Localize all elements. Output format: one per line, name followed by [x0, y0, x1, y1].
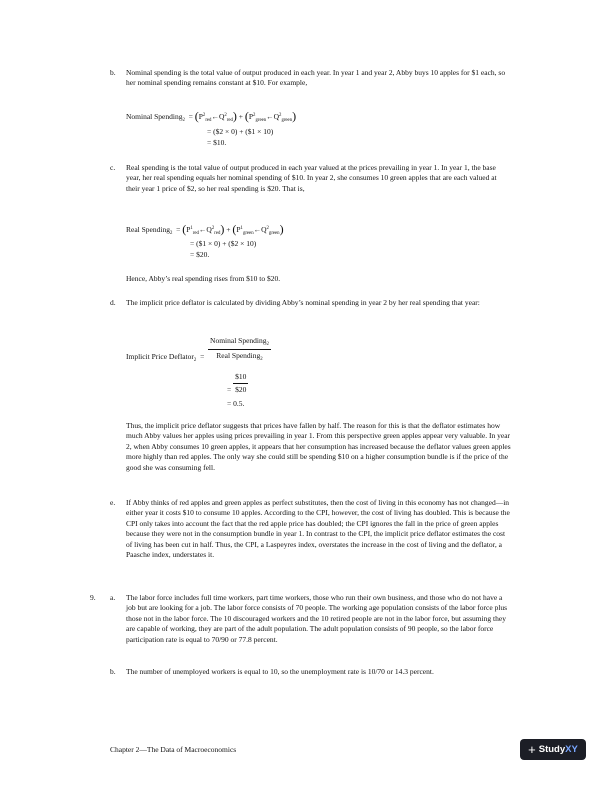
nominal-spending-equation: Nominal Spending$_2$ = $(P^2_{red}\leftarrow Q^2_{red})$ + $(P^2_{green}\leftarrow Q^2_{green})$ — [126, 109, 297, 123]
deflator-fraction: $\frac{Nominal Spending_2}{Real Spending_2}$ — [210, 336, 269, 363]
deflator-equation: Implicit Price Deflator$_2$ = $\frac{Nominal Spending_2}{Real Spending_2}$ — [126, 336, 269, 363]
item-c-label: c. — [110, 163, 116, 172]
deflator-line2: = $\frac{\$10}{\$20}$ — [227, 372, 247, 395]
item-d-explanation: Thus, the implicit price deflator suggests that prices have fallen by half. The reason for this is that the deflator estimates how much Abby values her apples using prices prevailing in year 1. From this perspective green apples appear very valuable. In year 2, when Abby consumes 10 green apples, it appears that her consumption has increased because the deflator values green apples more highly than red apples. The only way she could still be spending $10 on a higher consumption bundle is if the price of the good she was consuming fell. — [126, 421, 511, 472]
question-9a-text: The labor force includes full time workers, part time workers, those who run their own business, and those who do not have a job but are looking for a job. The labor force consists of 70 people. The working age population consists of the labor force plus those not in the labor force. The 10 discouraged workers and the 10 retired people are not in the labor force, but assuming they are capable of working, they are part of the adult population. The adult population consists of 90 people, so the labor force participation rate is equal to 70/90 or 77.8 percent. — [126, 593, 508, 644]
deflator-fraction-values: $\frac{\$10}{\$20}$ — [235, 372, 247, 395]
question-9b-label: b. — [110, 667, 116, 676]
studyxy-logo[interactable]: + StudyXY — [520, 739, 586, 760]
item-e-text: If Abby thinks of red apples and green apples as perfect substitutes, then the cost of living in this economy has not changed—in either year it costs $10 to consume 10 apples. According to the CPI, however, the cost of living has doubled. This is because the CPI only takes into account the fact that the red apple price has doubled; the CPI ignores the fall in the price of green apples because they were not in the consumption bundle in year 1. In contrast to the CPI, the implicit price deflator estimates the cost of living has been cut in half. Thus, the CPI, a Laspeyres index, overstates the increase in the cost of living and the deflator, a Paasche index, understates it. — [126, 498, 510, 560]
item-b-text: Nominal spending is the total value of output produced in each year. In year 1 and year 2, Abby buys 10 apples for $1 each, so her nominal spending remains constant at $10. For example, — [126, 68, 506, 88]
real-spending-line2: = ($1 × 0) + ($2 × 10) — [190, 239, 257, 248]
deflator-line3: = 0.5. — [227, 399, 245, 408]
item-d-text: The implicit price deflator is calculated by dividing Abby’s nominal spending in year 2 by her real spending that year: — [126, 298, 480, 307]
real-spending-equation: Real Spending$_2$ = $(P^1_{red}\leftarrow Q^2_{red})$ + $(P^1_{green}\leftarrow Q^2_{green})$ — [126, 222, 284, 236]
item-d-label: d. — [110, 298, 116, 307]
question-9a-label: a. — [110, 593, 116, 602]
real-spending-line3: = $20. — [190, 250, 210, 259]
nominal-spending-line3: = $10. — [207, 138, 227, 147]
nominal-spending-line2: = ($2 × 0) + ($1 × 10) — [207, 127, 274, 136]
item-c-text: Real spending is the total value of output produced in each year valued at the prices prevailing in year 1. In year 1, the base year, her real spending equals her nominal spending of $10. In year 2, she consumes 10 green apples that are each valued at their year 1 price of $2, so her real spending is $20. That is, — [126, 163, 497, 193]
question-9-number: 9. — [90, 593, 96, 602]
plus-icon: + — [528, 742, 536, 757]
item-c-conclusion: Hence, Abby’s real spending rises from $10 to $20. — [126, 274, 281, 283]
item-b-label: b. — [110, 68, 116, 77]
item-e-label: e. — [110, 498, 116, 507]
chapter-footer: Chapter 2—The Data of Macroeconomics — [110, 745, 237, 754]
question-9b-text: The number of unemployed workers is equal to 10, so the unemployment rate is 10/70 or 14.3 percent. — [126, 667, 434, 676]
